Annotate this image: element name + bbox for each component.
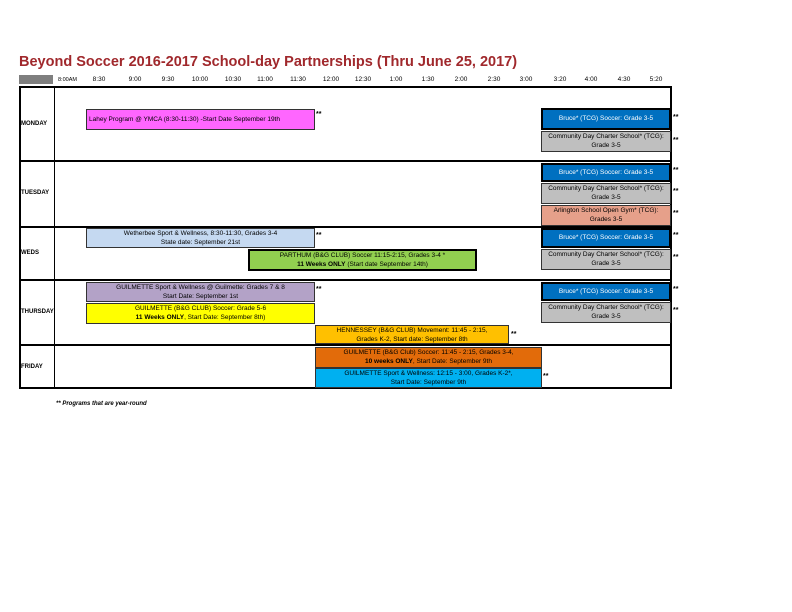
program-hennessey-line1: HENNESSEY (B&G CLUB) Movement: 11:45 - 2:15,: [336, 327, 488, 334]
time-tick: 10:30: [224, 76, 242, 83]
row-divider: [19, 344, 672, 346]
program-bruce-weds-label: Bruce* (TCG) Soccer: Grade 3-5: [558, 234, 654, 241]
program-bruce-weds: [541, 228, 671, 248]
row-divider: [19, 279, 672, 281]
program-wetherbee-line1: Wetherbee Sport & Wellness, 8:30-11:30, Grades 3-4: [123, 230, 278, 237]
program-guilmette-sw-friday-line1: GUILMETTE Sport & Wellness: 12:15 - 3:00, Grades K-2*,: [344, 370, 513, 377]
day-label-tuesday: TUESDAY: [21, 190, 50, 196]
row-divider: [19, 160, 672, 162]
program-bruce-tuesday: [541, 163, 671, 182]
time-tick: 5:20: [649, 76, 663, 83]
program-cdcs-weds-line2: Grade 3-5: [591, 260, 621, 267]
program-arlington-line1: Arlington School Open Gym* (TCG):: [553, 207, 659, 214]
program-parthum: [248, 249, 477, 271]
program-guilmette-bg-line1: GUILMETTE (B&G CLUB) Soccer: Grade 5-6: [134, 305, 267, 312]
program-bruce-thursday-label: Bruce* (TCG) Soccer: Grade 3-5: [558, 288, 654, 295]
program-cdcs-weds: [541, 249, 671, 270]
program-guilmette-friday-weeks: 10 weeks ONLY: [365, 358, 413, 365]
time-tick: 2:00: [454, 76, 468, 83]
time-tick: 2:30: [487, 76, 501, 83]
program-guilmette-sport-wellness-thursday: [86, 282, 315, 302]
year-round-marker: **: [673, 286, 679, 293]
program-cdcs-monday: [541, 131, 671, 152]
program-cdcs-monday-line1: Community Day Charter School* (TCG):: [548, 133, 664, 140]
year-round-marker: **: [673, 137, 679, 144]
time-tick: 1:30: [421, 76, 435, 83]
year-round-marker: **: [673, 167, 679, 174]
time-tick: 12:30: [354, 76, 372, 83]
program-hennessey-line2: Grades K-2, Start date: September 8th: [356, 336, 468, 343]
year-round-marker: **: [316, 286, 322, 293]
year-round-marker: **: [673, 254, 679, 261]
day-label-monday: MONDAY: [21, 121, 48, 127]
program-cdcs-tuesday: [541, 183, 671, 204]
program-lahey-label: Lahey Program @ YMCA (8:30-11:30) -Start Date September 19th: [89, 116, 280, 123]
program-guilmette-thursday-line1: GUILMETTE Sport & Wellness @ Guilmette: Grades 7 & 8: [116, 284, 285, 291]
program-parthum-line1: PARTHUM (B&G CLUB) Soccer 11:15-2:15, Grades 3-4 *: [279, 252, 446, 259]
page-title: Beyond Soccer 2016-2017 School-day Partnerships (Thru June 25, 2017): [19, 54, 518, 70]
program-guilmette-friday-line2: , Start Date: September 9th: [412, 358, 492, 365]
time-tick: 9:30: [161, 76, 175, 83]
year-round-marker: **: [673, 114, 679, 121]
year-round-marker: **: [673, 188, 679, 195]
time-tick: 11:30: [290, 76, 306, 83]
program-arlington: [541, 205, 671, 226]
program-guilmette-thursday-line2: Start Date: September 1st: [162, 293, 239, 300]
program-guilmette-sport-wellness-friday: [315, 368, 542, 388]
time-header-gray-cell: [19, 75, 53, 84]
program-lahey: [86, 109, 315, 130]
program-cdcs-thursday-line1: Community Day Charter School* (TCG):: [548, 304, 664, 311]
time-tick: 9:00: [128, 76, 142, 83]
year-round-marker: **: [316, 111, 322, 118]
program-cdcs-tuesday-line1: Community Day Charter School* (TCG):: [548, 185, 664, 192]
time-tick: 11:00: [257, 76, 273, 83]
time-tick: 3:00: [519, 76, 533, 83]
program-guilmette-friday-line1: GUILMETTE (B&G Club) Soccer: 11:45 - 2:15, Grades 3-4,: [343, 349, 514, 356]
time-tick: 8:00AM: [58, 77, 77, 83]
time-tick: 12:00: [322, 76, 340, 83]
time-tick: 3:20: [553, 76, 567, 83]
program-guilmette-bg-soccer: [86, 303, 315, 324]
program-arlington-line2: Grades 3-5: [589, 216, 623, 223]
year-round-marker: **: [673, 210, 679, 217]
program-guilmette-bg-weeks: 11 Weeks ONLY: [135, 314, 185, 321]
time-tick: 1:00: [389, 76, 403, 83]
year-round-marker: **: [543, 373, 549, 380]
year-round-marker: **: [673, 232, 679, 239]
program-guilmette-bg-friday: [315, 347, 542, 368]
program-cdcs-thursday-line2: Grade 3-5: [591, 313, 621, 320]
year-round-marker: **: [316, 232, 322, 239]
program-guilmette-bg-line2: , Start Date: September 8th): [184, 314, 266, 321]
program-wetherbee: [86, 228, 315, 248]
program-bruce-monday-label: Bruce* (TCG) Soccer: Grade 3-5: [558, 115, 654, 122]
time-tick: 10:00: [191, 76, 209, 83]
program-cdcs-weds-line1: Community Day Charter School* (TCG):: [548, 251, 664, 258]
program-parthum-weeks: 11 Weeks ONLY: [297, 261, 346, 268]
day-label-weds: WEDS: [21, 250, 39, 256]
program-bruce-thursday: [541, 282, 671, 301]
program-parthum-line2: (Start date September 14th): [345, 261, 428, 268]
program-hennessey: [315, 325, 509, 344]
time-tick: 8:30: [92, 76, 106, 83]
program-bruce-tuesday-label: Bruce* (TCG) Soccer: Grade 3-5: [558, 169, 654, 176]
year-round-marker: **: [673, 307, 679, 314]
time-tick: 4:30: [617, 76, 631, 83]
year-round-marker: **: [511, 331, 517, 338]
footnote: ** Programs that are year-round: [56, 401, 147, 407]
program-cdcs-tuesday-line2: Grade 3-5: [591, 194, 621, 201]
program-guilmette-sw-friday-line2: Start Date: September 9th: [390, 379, 467, 386]
program-bruce-monday: [541, 108, 671, 130]
day-label-thursday: THURSDAY: [21, 309, 54, 315]
program-cdcs-thursday: [541, 302, 671, 323]
program-cdcs-monday-line2: Grade 3-5: [591, 142, 621, 149]
program-wetherbee-line2: State date: September 21st: [160, 239, 241, 246]
day-label-friday: FRIDAY: [21, 364, 43, 370]
time-tick: 4:00: [584, 76, 598, 83]
